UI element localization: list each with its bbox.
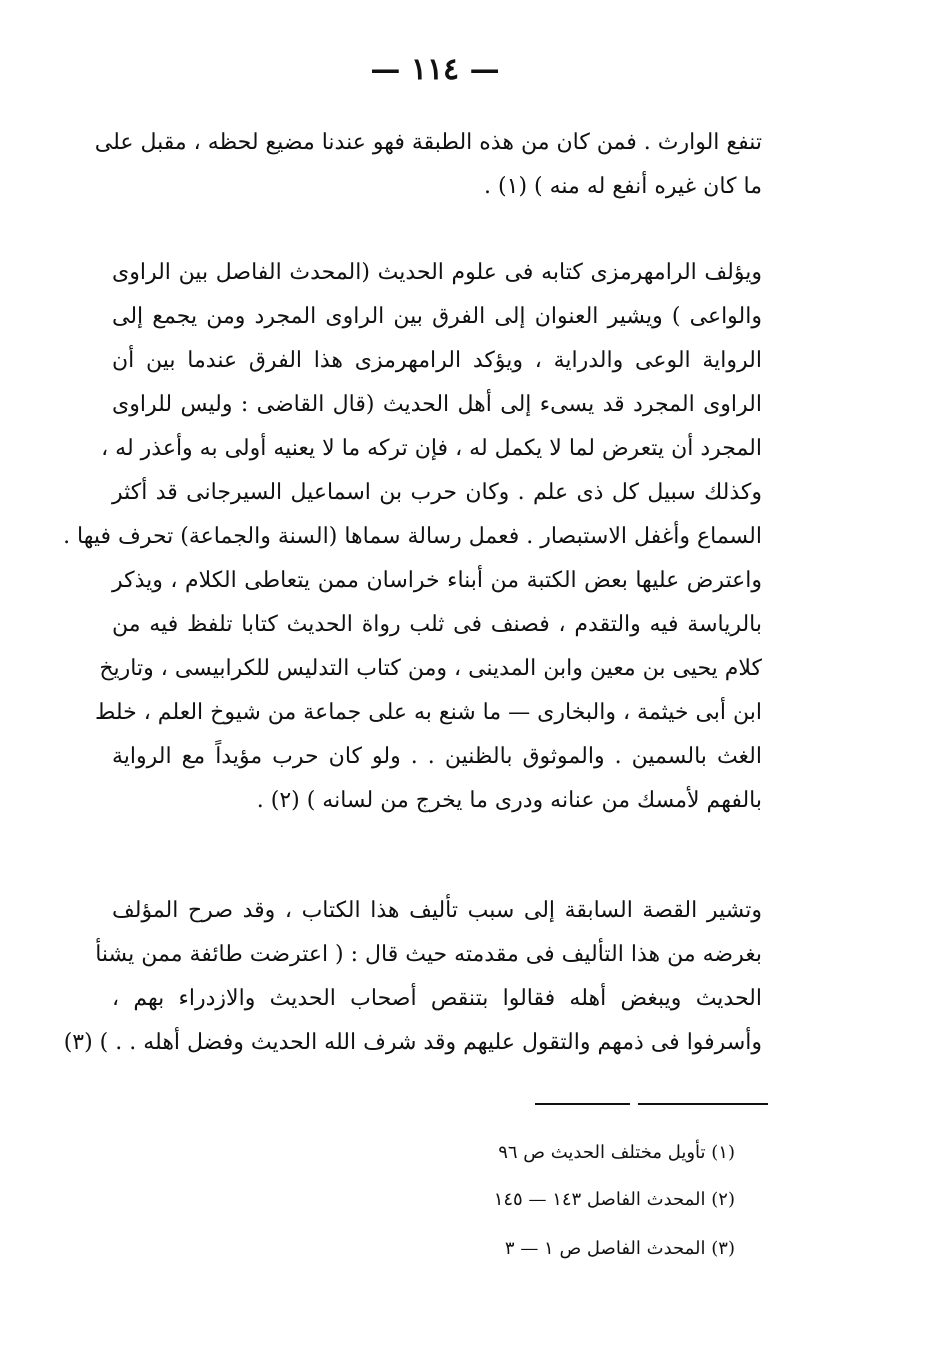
text-line: الحديث ويبغض أهله فقالوا بتنقص أصحاب الحديث والازدراء بهم ،	[112, 986, 762, 1011]
text-line: الراوى المجرد قد يسىء إلى أهل الحديث (قال القاضى : وليس للراوى	[112, 392, 762, 417]
footnote: (٣) المحدث الفاصل ص ١ — ٣	[504, 1238, 735, 1259]
text-line: بغرضه من هذا التأليف فى مقدمته حيث قال : ( اعترضت طائفة ممن يشنأ	[95, 942, 762, 967]
text-line: ما كان غيره أنفع له منه ) (١) .	[484, 174, 762, 199]
footnote: (٢) المحدث الفاصل ١٤٣ — ١٤٥	[493, 1189, 735, 1210]
text-line: بالرياسة فيه والتقدم ، فصنف فى ثلب رواة الحديث كتابا تلفظ فيه من	[112, 612, 762, 637]
footnote: (١) تأويل مختلف الحديث ص ٩٦	[498, 1142, 735, 1163]
text-line: وكذلك سبيل كل ذى علم . وكان حرب بن اسماعيل السيرجانى قد أكثر	[112, 480, 762, 505]
text-line: كلام يحيى بن معين وابن المدينى ، ومن كتاب التدليس للكرابيسى ، وتاريخ	[99, 656, 762, 681]
text-line: ابن أبى خيثمة ، والبخارى — ما شنع به على جماعة من شيوخ العلم ، خلط	[94, 700, 762, 725]
text-line: الغث بالسمين . والموثوق بالظنين . . ولو كان حرب مؤيداً مع الرواية	[112, 744, 762, 769]
text-line: وتشير القصة السابقة إلى سبب تأليف هذا الكتاب ، وقد صرح المؤلف	[112, 898, 762, 923]
text-line: تنفع الوارث . فمن كان من هذه الطبقة فهو عندنا مضيع لحظه ، مقبل على	[94, 130, 762, 155]
text-line: المجرد أن يتعرض لما لا يكمل له ، فإن تركه ما لا يعنيه أولى به وأعذر له ،	[101, 436, 762, 461]
text-line: ويؤلف الرامهرمزى كتابه فى علوم الحديث (المحدث الفاصل بين الراوى	[112, 260, 762, 285]
text-line: بالفهم لأمسك من عنانه ودرى ما يخرج من لسانه ) (٢) .	[256, 788, 762, 813]
text-line: واعترض عليها بعض الكتبة من أبناء خراسان ممن يتعاطى الكلام ، ويذكر	[112, 568, 762, 593]
page-number: — ١١٤ —	[370, 52, 500, 87]
text-line: السماع وأغفل الاستبصار . فعمل رسالة سماها (السنة والجماعة) تحرف فيها .	[63, 524, 762, 549]
text-line: والواعى ) ويشير العنوان إلى الفرق بين الراوى المجرد ومن يجمع إلى	[112, 304, 762, 329]
text-line: وأسرفوا فى ذمهم والتقول عليهم وقد شرف الله الحديث وفضل أهله . . ) (٣)	[63, 1030, 762, 1055]
text-line: الرواية الوعى والدراية ، ويؤكد الرامهرمزى هذا الفرق عندما بين أن	[112, 348, 762, 373]
footnote-separator	[638, 1103, 768, 1105]
footnote-separator	[535, 1103, 630, 1105]
